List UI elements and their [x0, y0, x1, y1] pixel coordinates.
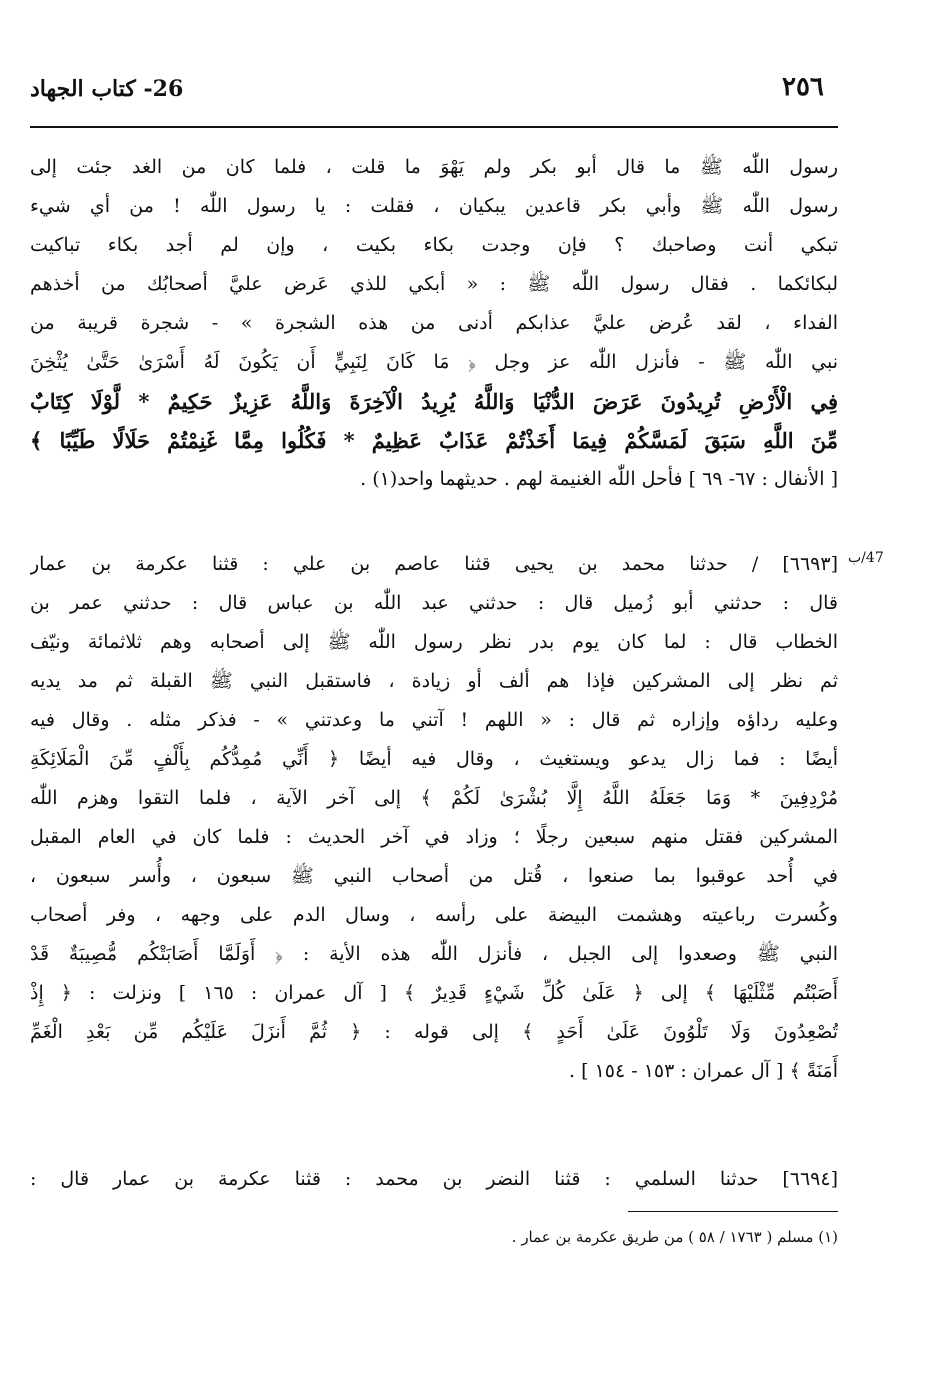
text-line: النبي ﷺ وصعدوا إلى الجبل ، فأنزل اللّٰه هذه الأية : ﴿ أَوَلَمَّا أَصَابَتْكُم مُّصِيبَةٌ قَدْ: [30, 943, 838, 965]
text-line: مُرْدِفِينَ * وَمَا جَعَلَهُ اللَّهُ إِلَّا بُشْرَىٰ لَكُمْ ﴾ إلى آخر الآية ، فلما التقوا وهزم اللّٰه: [30, 787, 838, 809]
text-line: [ الأنفال : ٦٧- ٦٩ ] فأحل اللّٰه الغنيمة لهم . حديثهما واحد(١) .: [360, 468, 838, 490]
text-line: قال : حدثني أبو زُميل قال : حدثني عبد اللّٰه بن عباس قال : حدثني عمر بن: [30, 592, 838, 614]
header-rule: [30, 126, 838, 128]
text-line: لبكائكما . فقال رسول اللّٰه ﷺ : « أبكي للذي عَرض عليَّ أصحابُك من أخذهم: [30, 273, 838, 295]
text-line: رسول اللّٰه ﷺ ما قال أبو بكر ولم يَهْوَ ما قلت ، فلما كان من الغد جئت إلى: [30, 156, 838, 178]
text-line: في أُحد عوقبوا بما صنعوا ، قُتل من أصحاب النبي ﷺ سبعون ، وأُسر سبعون ،: [30, 865, 838, 887]
text-line: أَمَنَةً ﴾ [ آل عمران : ١٥٣ - ١٥٤ ] .: [569, 1060, 838, 1082]
chapter-title: 26- كتاب الجهاد: [30, 76, 184, 102]
margin-folio-note: 47/ب: [848, 550, 884, 566]
page-header: [30, 70, 838, 122]
footnote: (١) مسلم ( ١٧٦٣ / ٥٨ ) من طريق عكرمة بن عمار .: [511, 1228, 838, 1246]
paragraph-3: [30, 1160, 838, 1199]
footnote-rule: [628, 1211, 838, 1212]
text-line: الخطاب قال : لما كان يوم بدر نظر رسول اللّٰه ﷺ إلى أصحابه وهم ثلاثمائة ونيّف: [30, 631, 838, 653]
text-line: تُصْعِدُونَ وَلَا تَلْوُونَ عَلَىٰ أَحَدٍ ﴾ إلى قوله : ﴿ ثُمَّ أَنزَلَ عَلَيْكُم مِّن بَعْدِ الْغَمِّ: [30, 1021, 838, 1043]
text-line: أَصَبْتُم مِّثْلَيْهَا ﴾ إلى ﴿ عَلَىٰ كُلِّ شَيْءٍ قَدِيرٌ ﴾ [ آل عمران : ١٦٥ ] ونزلت : ﴿ إِذْ: [30, 982, 838, 1004]
text-line: رسول اللّٰه ﷺ وأبي بكر قاعدين يبكيان ، فقلت : يا رسول اللّٰه ! من أي شيء: [30, 195, 838, 217]
text-line: [٦٦٩٤] حدثنا السلمي : قثنا النضر بن محمد : قثنا عكرمة بن عمار قال :: [30, 1168, 838, 1190]
text-line: أيضًا : فما زال يدعو ويستغيث ، وقال فيه أيضًا ﴿ أَنِّي مُمِدُّكُم بِأَلْفٍ مِّنَ الْمَلَائِكَةِ: [30, 748, 838, 770]
text-line: نبي اللّٰه ﷺ - فأنزل اللّٰه عز وجل ﴿ مَا كَانَ لِنَبِيٍّ أَن يَكُونَ لَهُ أَسْرَىٰ حَتَّىٰ يُثْخِنَ: [30, 351, 838, 373]
paragraph-1: [30, 148, 838, 499]
text-line: المشركين فقتل منهم سبعين رجلًا ؛ وزاد في آخر الحديث : فلما كان في العام المقبل: [30, 826, 838, 848]
text-line: الفداء ، لقد عُرض عليَّ عذابكم أدنى من هذه الشجرة » - شجرة قريبة من: [30, 312, 838, 334]
quran-line: مِّنَ اللَّهِ سَبَقَ لَمَسَّكُمْ فِيمَا أَخَذْتُمْ عَذَابٌ عَظِيمٌ * فَكُلُوا مِمَّا غَنِمْتُمْ حَلَالًا طَيِّبًا ﴾: [30, 428, 838, 453]
paragraph-2: [30, 545, 838, 1091]
text-line: وعليه رداؤه وإزاره ثم قال : « اللهم ! آتني ما وعدتني » - فذكر مثله . وقال فيه: [30, 709, 838, 731]
text-line: تبكي أنت وصاحبك ؟ فإن وجدت بكاء بكيت ، وإن لم أجد بكاء تباكيت: [30, 234, 838, 256]
quran-line: فِي الْأَرْضِ تُرِيدُونَ عَرَضَ الدُّنْيَا وَاللَّهُ يُرِيدُ الْآخِرَةَ وَاللَّهُ عَزِيزٌ حَكِيمٌ * لَّوْلَا كِتَابٌ: [30, 389, 838, 414]
page-number: ٢٥٦: [782, 72, 824, 102]
text-line: ثم نظر إلى المشركين فإذا هم ألف أو زيادة ، فاستقبل النبي ﷺ القبلة ثم مد يديه: [30, 670, 838, 692]
text-line: وكُسرت رباعيته وهشمت البيضة على رأسه ، وسال الدم على وجهه ، وفر أصحاب: [30, 904, 838, 926]
text-line: [٦٦٩٣] / حدثنا محمد بن يحيى قثنا عاصم بن علي : قثنا عكرمة بن عمار: [30, 553, 838, 575]
